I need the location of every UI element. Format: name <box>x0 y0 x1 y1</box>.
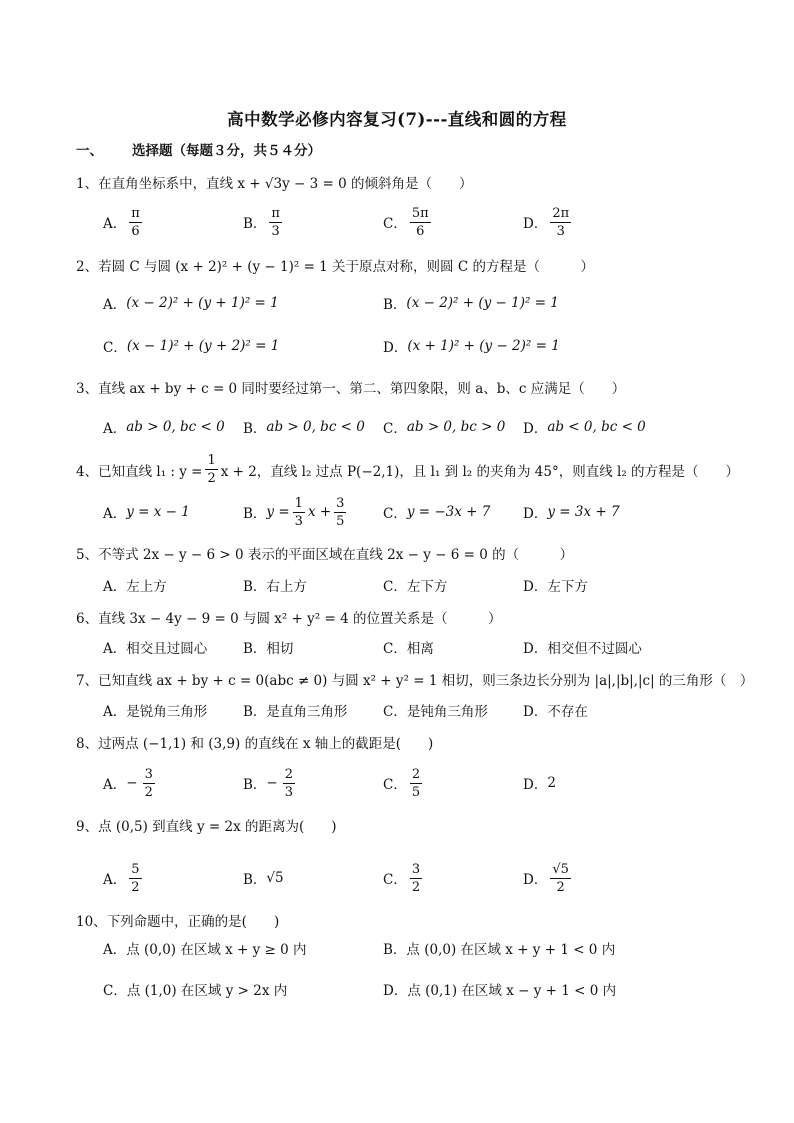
option-10-c: C． 点 (1,0) 在区域 y > 2x 内 <box>103 983 288 999</box>
option-8-c: C． $\frac{2}{5}$ <box>383 766 421 800</box>
option-3-d: D． ab < 0, bc < 0 <box>523 419 646 437</box>
option-4-c: C． y = −3x + 7 <box>383 504 491 522</box>
page-title: 高中数学必修内容复习(7)---直线和圆的方程 <box>227 110 567 129</box>
question-stem-8: 8、过两点 (−1,1) 和 (3,9) 的直线在 x 轴上的截距是( ) <box>76 736 434 752</box>
question-stem-1: 1、在直角坐标系中，直线 x + √3y − 3 = 0 的倾斜角是（ ） <box>76 176 473 192</box>
option-3-a: A． ab > 0, bc < 0 <box>103 419 225 437</box>
option-10-d: D． 点 (0,1) 在区域 x − y + 1 < 0 内 <box>383 983 617 999</box>
option-1-a: A． $\frac{\pi}{6}$ <box>103 205 140 239</box>
section-heading <box>76 139 321 159</box>
option-10-b: B． 点 (0,0) 在区域 x + y + 1 < 0 内 <box>383 942 616 958</box>
option-6-b: B． 相切 <box>243 641 294 657</box>
section-number: 一、 <box>76 143 103 159</box>
option-9-a: A． $\frac{5}{2}$ <box>103 861 140 895</box>
option-4-a: A． y = x − 1 <box>103 504 190 522</box>
option-7-b: B． 是直角三角形 <box>243 704 348 720</box>
option-9-b: B． √5 <box>243 870 284 888</box>
option-1-c: C． $\frac{5\pi}{6}$ <box>383 205 429 239</box>
option-4-b: B． y = $\frac{1}{3}$ x + $\frac{3}{5}$ <box>243 495 345 529</box>
option-3-c: C． ab > 0, bc > 0 <box>383 419 506 437</box>
option-7-d: D． 不存在 <box>523 704 588 720</box>
option-2-a: A． (x − 2)² + (y + 1)² = 1 <box>103 295 279 313</box>
option-6-a: A． 相交且过圆心 <box>103 641 208 657</box>
question-stem-5: 5、不等式 2x − y − 6 > 0 表示的平面区域在直线 2x − y − 6 = 0 的（ ） <box>76 547 574 563</box>
option-5-b: B． 右上方 <box>243 579 307 595</box>
option-1-b: B． $\frac{\pi}{3}$ <box>243 205 280 239</box>
question-stem-6: 6、直线 3x − 4y − 9 = 0 与圆 x² + y² = 4 的位置关系是（ ） <box>76 611 502 627</box>
question-stem-3: 3、直线 ax + by + c = 0 同时要经过第一、第二、第四象限，则 a、b、c 应满足（ ） <box>76 381 626 397</box>
option-1-d: D． $\frac{2\pi}{3}$ <box>523 205 570 239</box>
question-stem-4: 4、已知直线 l₁ : y = $\frac{1}{2}$ x + 2，直线 l₂ 过点 P(−2,1)，且 l₁ 到 l₂ 的夹角为 45°，则直线 l₂ 的方程是（ ） <box>76 453 740 486</box>
option-6-c: C． 相离 <box>383 641 434 657</box>
option-9-d: D． $\frac{√5}{2}$ <box>523 861 569 895</box>
option-2-c: C． (x − 1)² + (y + 2)² = 1 <box>103 338 280 356</box>
question-stem-10: 10、下列命题中，正确的是( ) <box>76 914 280 930</box>
option-6-d: D． 相交但不过圆心 <box>523 641 642 657</box>
option-10-a: A． 点 (0,0) 在区域 x + y ≥ 0 内 <box>103 942 307 958</box>
option-5-c: C． 左下方 <box>383 579 448 595</box>
option-7-c: C． 是钝角三角形 <box>383 704 488 720</box>
question-stem-9: 9、点 (0,5) 到直线 y = 2x 的距离为( ) <box>76 819 337 835</box>
question-stem-2: 2、若圆 C 与圆 (x + 2)² + (y − 1)² = 1 关于原点对称，则圆 C 的方程是（ ） <box>76 259 594 275</box>
option-9-c: C． $\frac{3}{2}$ <box>383 861 421 895</box>
option-4-d: D． y = 3x + 7 <box>523 504 620 522</box>
option-5-d: D． 左下方 <box>523 579 588 595</box>
option-8-d: D． 2 <box>523 775 556 793</box>
option-5-a: A． 左上方 <box>103 579 167 595</box>
option-2-d: D． (x + 1)² + (y − 2)² = 1 <box>383 338 560 356</box>
question-stem-7: 7、已知直线 ax + by + c = 0(abc ≠ 0) 与圆 x² + y² = 1 相切，则三条边长分别为 |a|,|b|,|c| 的三角形（ ） <box>76 673 754 689</box>
option-3-b: B． ab > 0, bc < 0 <box>243 419 365 437</box>
option-2-b: B． (x − 2)² + (y − 1)² = 1 <box>383 295 559 313</box>
option-7-a: A． 是锐角三角形 <box>103 704 208 720</box>
section-label: 选择题（每题３分，共５４分） <box>132 143 321 159</box>
option-8-a: A． − $\frac{3}{2}$ <box>103 766 153 800</box>
option-8-b: B． − $\frac{2}{3}$ <box>243 766 294 800</box>
